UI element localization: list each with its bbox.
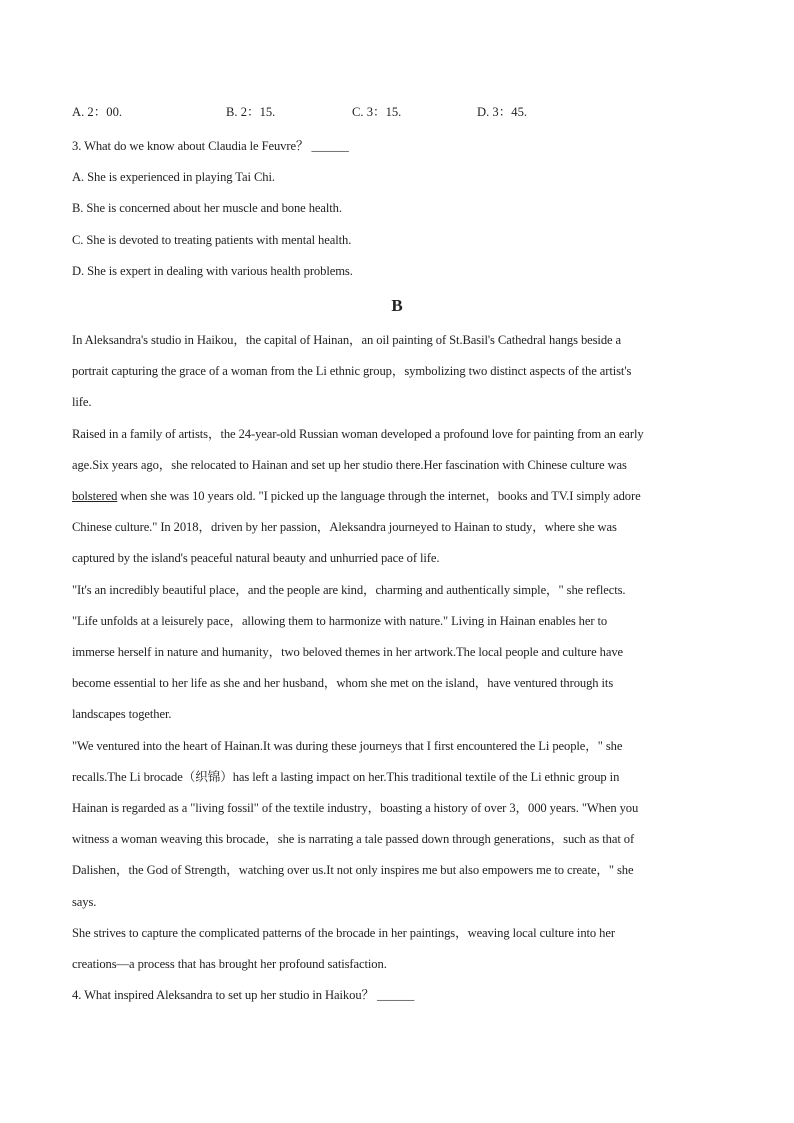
q2-option-c: C. 3：15.: [352, 105, 402, 119]
text-line: immerse herself in nature and humanity，two beloved themes in her artwork.The local people and culture have: [72, 645, 624, 660]
text-line: She strives to capture the complicated patterns of the brocade in her paintings，weaving local culture into her: [72, 925, 615, 940]
q4-question: 4. What inspired Aleksandra to set up her studio in Haikou？ ______: [72, 988, 415, 1003]
q3-option-a: A. She is experienced in playing Tai Chi.: [72, 170, 275, 185]
text-line: "We ventured into the heart of Hainan.It was during these journeys that I first encountered the Li people，" she: [72, 738, 623, 753]
q2-option-b: B. 2：15.: [226, 105, 276, 119]
text-line: "It's an incredibly beautiful place，and the people are kind，charming and authentically simple，" she reflects.: [72, 582, 626, 597]
text-line: Raised in a family of artists，the 24-year-old Russian woman developed a profound love for painting from an early: [72, 426, 644, 441]
text-line: says.: [72, 894, 97, 909]
text-line: landscapes together.: [72, 707, 172, 722]
paragraph-1: [72, 325, 722, 419]
q3-question: 3. What do we know about Claudia le Feuvre？ ______: [72, 139, 349, 153]
text-line: [72, 481, 722, 512]
text-line: In Aleksandra's studio in Haikou，the capital of Hainan，an oil painting of St.Basil's Cathedral hangs beside a: [72, 333, 622, 348]
paragraph-2: [72, 419, 722, 575]
text-line: witness a woman weaving this brocade，she is narrating a tale passed down through generations，such as that of: [72, 832, 635, 847]
text-line: portrait capturing the grace of a woman from the Li ethnic group，symbolizing two distinct aspects of the artist's: [72, 364, 632, 379]
text-line: recalls.The Li brocade（织锦）has left a lasting impact on her.This traditional textile of the Li ethnic group in: [72, 769, 620, 784]
q2-option-d: D. 3：45.: [477, 105, 528, 119]
document-page: [72, 100, 722, 1011]
text-line: Chinese culture." In 2018，driven by her passion，Aleksandra journeyed to Hainan to study，where she was: [72, 520, 617, 535]
paragraph-5: [72, 918, 722, 980]
text-line: become essential to her life as she and her husband，whom she met on the island，have ventured through its: [72, 676, 614, 691]
q3-option-c: C. She is devoted to treating patients with mental health.: [72, 232, 352, 247]
text-line: Dalishen，the God of Strength，watching over us.It not only inspires me but also empowers me to create，" she: [72, 863, 634, 878]
underlined-word: bolstered: [72, 489, 118, 504]
paragraph-3: [72, 575, 722, 731]
text-line: life.: [72, 395, 92, 410]
q2-options: [72, 100, 722, 124]
text-line: "Life unfolds at a leisurely pace，allowing them to harmonize with nature." Living in Hainan enables her to: [72, 613, 608, 628]
text-line: captured by the island's peaceful natural beauty and unhurried pace of life.: [72, 551, 440, 566]
text-line: creations—a process that has brought her profound satisfaction.: [72, 957, 387, 972]
q3-option-b: B. She is concerned about her muscle and bone health.: [72, 201, 342, 216]
text-span: when she was 10 years old. "I picked up the language through the internet，books and TV.I simply adore: [117, 489, 641, 504]
text-line: age.Six years ago，she relocated to Hainan and set up her studio there.Her fascination with Chinese culture was: [72, 457, 627, 472]
section-b-heading: B: [391, 296, 403, 316]
text-line: Hainan is regarded as a "living fossil" of the textile industry，boasting a history of over 3，000 years. "When you: [72, 801, 639, 816]
paragraph-4: [72, 731, 722, 918]
q2-option-a: A. 2：00.: [72, 105, 123, 119]
q3-option-d: D. She is expert in dealing with various health problems.: [72, 263, 353, 278]
